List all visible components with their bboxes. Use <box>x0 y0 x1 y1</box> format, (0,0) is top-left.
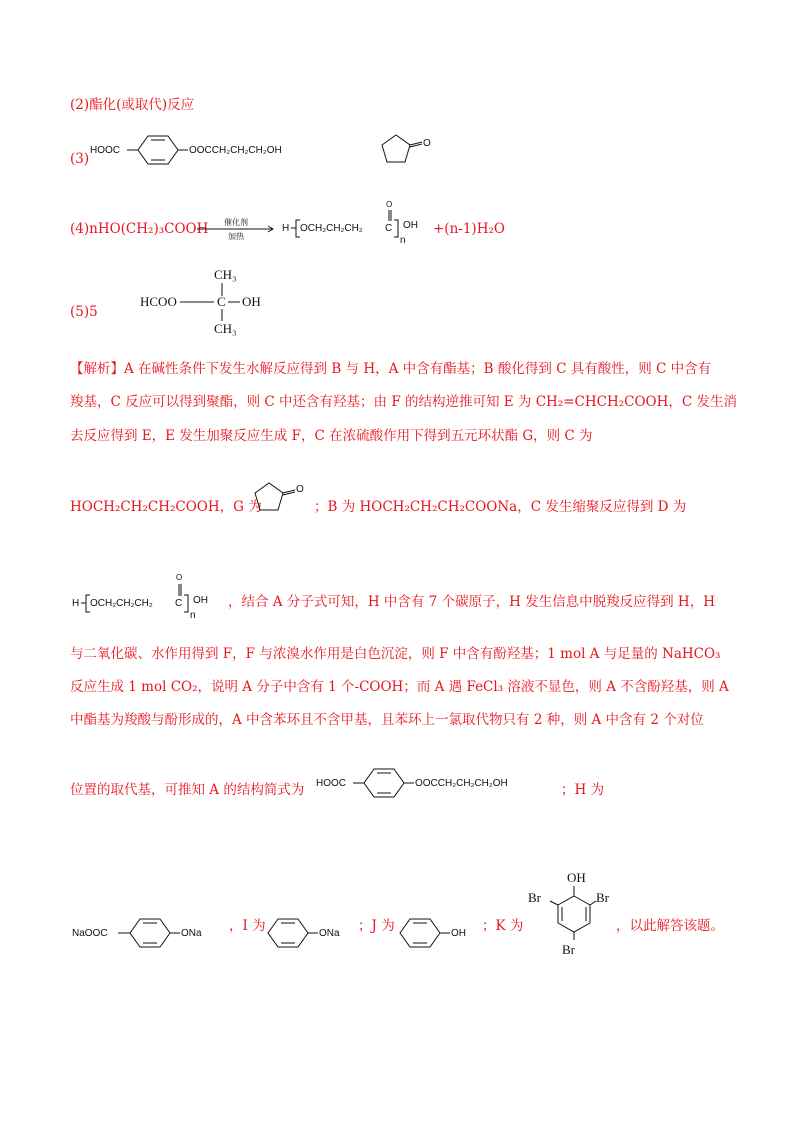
ester-chain-text: OOCCH₂CH₂CH₂OH <box>415 778 508 789</box>
c-center: C <box>217 294 226 309</box>
structure-hcoo <box>138 263 278 343</box>
carbonyl-o-text: O <box>296 484 304 495</box>
hooc-text: HOOC <box>316 778 346 789</box>
structure-H <box>72 913 237 953</box>
analysis-line-10-j: ；J 为 <box>358 918 395 934</box>
h-text: H <box>282 223 290 234</box>
poly-oh-text: OH <box>403 220 418 231</box>
k-br-left: Br <box>528 890 541 905</box>
h-text: H <box>72 598 80 609</box>
ch3-bottom: CH₃ <box>214 321 237 336</box>
structure-A <box>90 130 340 170</box>
structure-J <box>398 913 488 953</box>
oh-text: OH <box>242 294 261 309</box>
arrow-cond-top: 催化剂 <box>224 218 248 227</box>
ona-text: ONa <box>181 928 202 939</box>
k-br-bottom: Br <box>562 942 575 957</box>
carbonyl-o-text: O <box>423 138 431 149</box>
lactone-G <box>372 130 442 175</box>
hcoo-text: HCOO <box>140 294 177 309</box>
n-text: n <box>400 235 406 246</box>
analysis-line-6: 与二氧化碳、水作用得到 F，F 与浓溴水作用是白色沉淀，则 F 中含有酚羟基；1 mol A 与足量的 NaHCO₃ <box>70 646 721 662</box>
k-oh-text: OH <box>567 870 586 885</box>
arrow-cond-bottom: 加热 <box>228 232 244 241</box>
analysis-line-10-end: ，以此解答该题。 <box>616 918 724 934</box>
analysis-line-5: ，结合 A 分子式可知，H 中含有 7 个碳原子，H 发生信息中脱羧反应得到 H，H <box>228 594 715 610</box>
analysis-line-9a: 位置的取代基，可推知 A 的结构简式为 <box>70 782 305 798</box>
ch3-top: CH₃ <box>214 267 237 282</box>
answer-3-label: (3) <box>70 151 90 167</box>
ona-text: ONa <box>319 928 340 939</box>
polyester-D-inline <box>72 571 232 621</box>
poly-chain-text: OCH₂CH₂CH₂ <box>300 223 363 234</box>
analysis-line-3: 去反应得到 E，E 发生加聚反应生成 F，C 在浓硫酸作用下得到五元环状酯 G，则 C 为 <box>70 428 593 444</box>
ester-chain-text: OOCCH₂CH₂CH₂OH <box>189 145 282 156</box>
structure-I <box>266 913 366 953</box>
analysis-line-4b: ；B 为 HOCH₂CH₂CH₂COONa，C 发生缩聚反应得到 D 为 <box>314 499 687 515</box>
analysis-line-8: 中酯基为羧酸与酚形成的，A 中含苯环且不含甲基，且苯环上一氯取代物只有 2 种，则 A 中含有 2 个对位 <box>70 712 704 728</box>
k-br-right: Br <box>596 890 609 905</box>
naooc-text: NaOOC <box>72 928 108 939</box>
analysis-line-2: 羧基，C 反应可以得到聚酯，则 C 中还含有羟基；由 F 的结构逆推可知 E 为 CH₂=CHCH₂COOH，C 发生消 <box>70 394 738 410</box>
c-text: C <box>175 598 183 609</box>
oh-text: OH <box>451 928 466 939</box>
analysis-line-10-i: ，I 为 <box>229 918 266 934</box>
analysis-line-7: 反应生成 1 mol CO₂，说明 A 分子中含有 1 个-COOH；而 A 遇 FeCl₃ 溶液不显色，则 A 不含酚羟基，则 A <box>70 679 729 695</box>
n-text: n <box>190 610 196 621</box>
answer-4-reactant: (4)nHO(CH₂)₃COOH <box>70 221 209 237</box>
polyester-D <box>282 198 432 246</box>
poly-o-text: O <box>386 200 393 209</box>
reaction-arrow <box>195 218 277 242</box>
analysis-line-9b: ；H 为 <box>561 782 605 798</box>
analysis-line-1: 【解析】A 在碱性条件下发生水解反应得到 B 与 H，A 中含有酯基；B 酸化得到 C 具有酸性，则 C 中含有 <box>70 361 712 377</box>
poly-chain-text: OCH₂CH₂CH₂ <box>90 598 153 609</box>
lactone-G-inline <box>245 478 315 523</box>
structure-K <box>524 866 624 961</box>
analysis-line-10-k: ；K 为 <box>482 918 524 934</box>
answer-2: (2)酯化(或取代)反应 <box>70 97 195 113</box>
structure-A-inline <box>316 763 566 803</box>
analysis-line-4a: HOCH₂CH₂CH₂COOH，G 为 <box>70 499 262 515</box>
hooc-text: HOOC <box>90 145 120 156</box>
poly-o-text: O <box>176 573 183 582</box>
poly-oh-text: OH <box>193 595 208 606</box>
answer-4-byproduct: +(n-1)H₂O <box>433 221 505 237</box>
answer-5-label: (5)5 <box>70 304 98 320</box>
c-text: C <box>385 223 393 234</box>
